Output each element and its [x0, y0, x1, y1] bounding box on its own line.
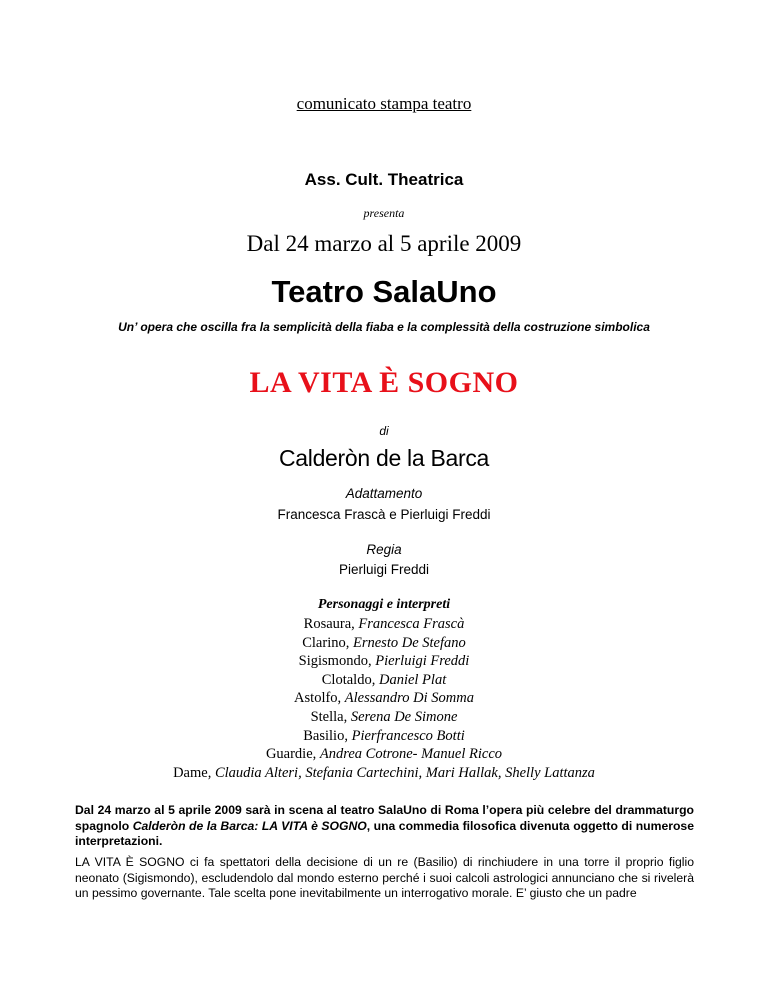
- cast-actor: Andrea Cotrone- Manuel Ricco: [319, 746, 503, 763]
- cast-actor: Serena De Simone: [350, 708, 458, 725]
- venue-name: Teatro SalaUno: [271, 274, 497, 309]
- cast-role: Rosaura,: [303, 616, 359, 632]
- cast-role: Sigismondo,: [298, 653, 376, 670]
- di-label: di: [379, 424, 389, 438]
- cast-line: [0, 727, 768, 746]
- cast-role: Stella,: [310, 708, 351, 725]
- cast-list: [0, 615, 768, 782]
- intro-text-part1: Dal 24 marzo al 5 aprile 2009 sarà in scena al teatro SalaUno di Roma l’opera più celebre del drammaturgo spagnolo: [75, 803, 694, 833]
- cast-actor: Claudia Alteri, Stefania Cartechini, Mari Hallak, Shelly Lattanza: [214, 764, 595, 781]
- author-name: Calderòn de la Barca: [278, 445, 490, 471]
- cast-actor: Pierfrancesco Botti: [351, 727, 465, 744]
- intro-text-part2: , una commedia filosofica divenuta oggetto di numerose interpretazioni.: [75, 818, 694, 848]
- cast-line: [0, 764, 768, 783]
- cast-line: [0, 708, 768, 727]
- cast-actor: Daniel Plat: [378, 671, 447, 688]
- cast-actor: Pierluigi Freddi: [375, 653, 470, 670]
- event-dates: Dal 24 marzo al 5 aprile 2009: [246, 231, 522, 256]
- play-title: LA VITA È SOGNO: [249, 366, 519, 399]
- document-header: comunicato stampa teatro: [296, 94, 472, 113]
- cast-actor: Alessandro Di Somma: [344, 690, 474, 707]
- cast-role: Clotaldo,: [321, 671, 379, 688]
- cast-actor: Ernesto De Stefano: [352, 634, 466, 651]
- cast-heading: Personaggi e interpreti: [317, 597, 451, 612]
- cast-role: Astolfo,: [294, 690, 345, 707]
- intro-paragraph: [75, 803, 694, 850]
- cast-role: Guardie,: [265, 746, 320, 763]
- cast-line: [0, 671, 768, 690]
- cast-actor: Francesca Frascà: [358, 616, 465, 632]
- presenta-label: presenta: [363, 206, 405, 220]
- cast-line: [0, 652, 768, 671]
- intro-text-emphasis: Calderòn de la Barca: LA VITA è SOGNO: [132, 818, 367, 833]
- adattamento-value: Francesca Frascà e Pierluigi Freddi: [277, 507, 491, 522]
- tagline: Un’ opera che oscilla fra la semplicità della fiaba e la complessità della costruzione simbolica: [118, 320, 650, 334]
- regia-value: Pierluigi Freddi: [338, 562, 430, 577]
- cast-role: Dame,: [173, 764, 215, 781]
- cast-line: [0, 615, 768, 634]
- organizer-name: Ass. Cult. Theatrica: [304, 170, 464, 189]
- cast-role: Basilio,: [303, 727, 352, 744]
- adattamento-label: Adattamento: [345, 486, 423, 501]
- regia-label: Regia: [366, 542, 402, 557]
- cast-line: [0, 634, 768, 653]
- cast-role: Clarino,: [302, 634, 353, 651]
- body-paragraph: LA VITA È SOGNO ci fa spettatori della decisione di un re (Basilio) di rinchiudere in una torre il proprio figlio neonato (Sigismondo), escludendolo dal mondo esterno perché i suoi calcoli astrologici annunciano che si rivelerà un pessimo governante. Tale scelta pone inevitabilmente un interrogativo morale. E’ giusto che un padre: [75, 855, 694, 900]
- cast-line: [0, 745, 768, 764]
- cast-line: [0, 689, 768, 708]
